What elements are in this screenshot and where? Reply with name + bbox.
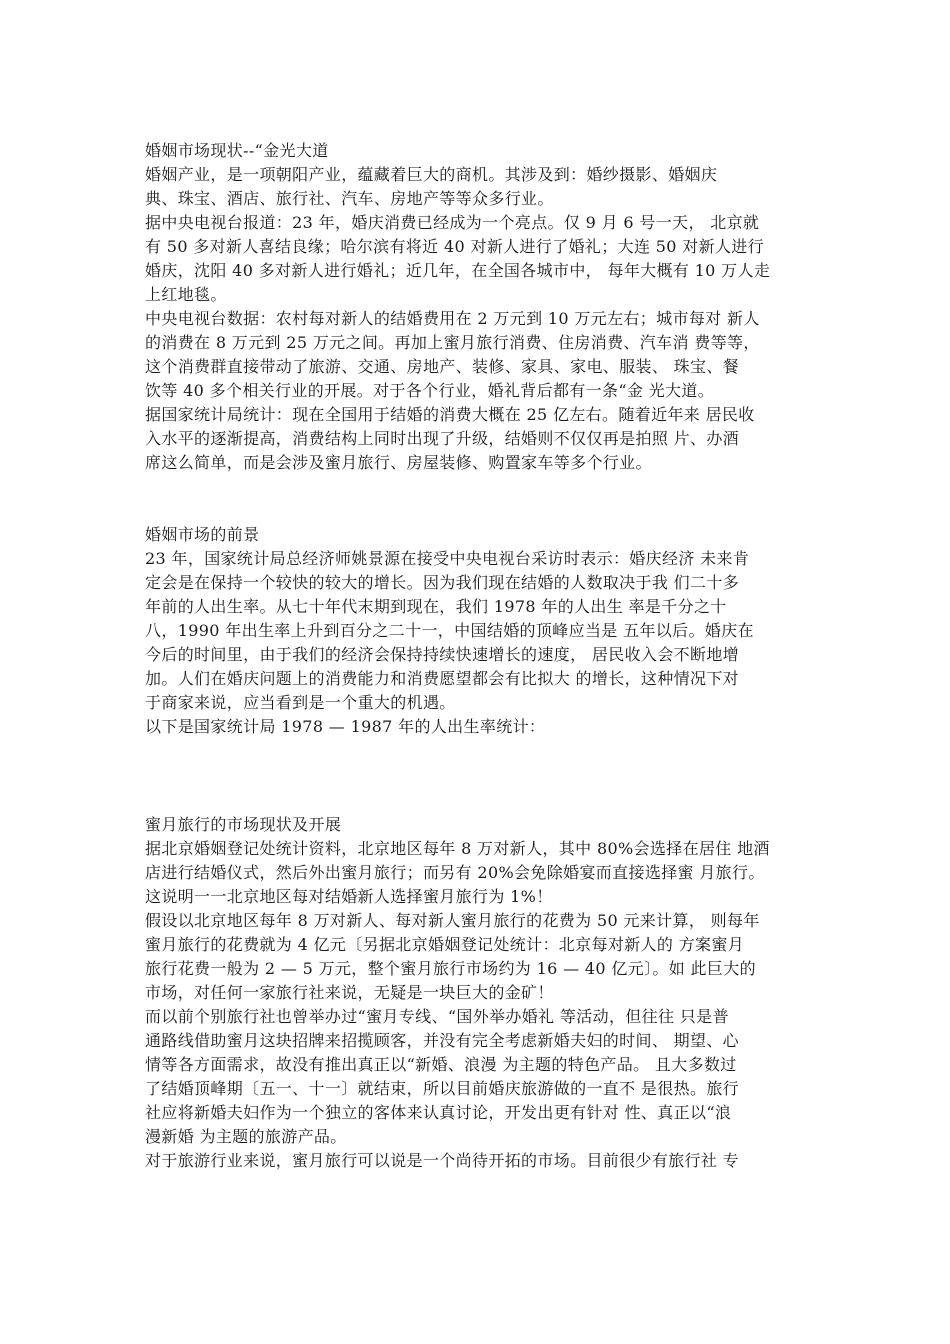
document-page (145, 139, 825, 1173)
section-spacer (145, 475, 825, 523)
section-title: 蜜月旅行的市场现状及开展 (145, 815, 342, 834)
text-line: 社应将新婚夫妇作为一个独立的客体来认真讨论，开发出更有针对 性、真正以“浪 (145, 1103, 732, 1122)
text-line: 年前的人出生率。从七十年代末期到现在，我们 1978 年的人出生 率是千分之十 (145, 597, 727, 616)
section-title: 婚姻市场的前景 (145, 525, 260, 544)
text-line: 于商家来说，应当看到是一个重大的机遇。 (145, 693, 456, 712)
section-current-status (145, 139, 825, 475)
section-spacer (145, 739, 825, 813)
text-line: 了结婚顶峰期〔五一、十一〕就结束，所以目前婚庆旅游做的一直不 是很热。旅行 (145, 1079, 740, 1098)
text-line: 旅行花费一般为 2 — 5 万元，整个蜜月旅行市场约为 16 — 40 亿元〕。如 此巨大的 (145, 959, 756, 978)
text-line: 23 年，国家统计局总经济师姚景源在接受中央电视台采访时表示：婚庆经济 未来肯 (145, 549, 750, 568)
text-line: 今后的时间里，由于我们的经济会保持持续快速增长的速度， 居民收入会不断地增 (145, 645, 740, 664)
text-line: 据国家统计局统计：现在全国用于结婚的消费大概在 25 亿左右。随着近年来 居民收 (145, 405, 755, 424)
text-line: 通路线借助蜜月这块招牌来招揽顾客，并没有完全考虑新婚夫妇的时间、 期望、心 (145, 1031, 740, 1050)
text-line: 蜜月旅行的花费就为 4 亿元〔另据北京婚姻登记处统计：北京每对新人的 方案蜜月 (145, 935, 745, 954)
text-line: 这个消费群直接带动了旅游、交通、房地产、装修、家具、家电、服装、 珠宝、餐 (145, 357, 740, 376)
text-line: 以下是国家统计局 1978 — 1987 年的人出生率统计： (145, 717, 546, 736)
text-line: 而以前个别旅行社也曾举办过“蜜月专线、“国外举办婚礼 等活动，但往往 只是普 (145, 1007, 729, 1026)
text-line: 加。人们在婚庆问题上的消费能力和消费愿望都会有比拟大 的增长，这种情况下对 (145, 669, 740, 688)
section-title: 婚姻市场现状--“金光大道 (145, 141, 329, 160)
text-line: 的消费在 8 万元到 25 万元之间。再加上蜜月旅行消费、住房消费、汽车消 费等等， (145, 333, 760, 352)
text-line: 席这么简单，而是会涉及蜜月旅行、房屋装修、购置家车等多个行业。 (145, 453, 652, 472)
text-line: 漫新婚 为主题的旅游产品。 (145, 1127, 347, 1146)
text-line: 假设以北京地区每年 8 万对新人、每对新人蜜月旅行的花费为 50 元来计算， 则每年 (145, 911, 760, 930)
text-line: 饮等 40 多个相关行业的开展。对于各个行业，婚礼背后都有一条“金 光大道。 (145, 381, 715, 400)
text-line: 据中央电视台报道：23 年，婚庆消费已经成为一个亮点。仅 9 月 6 号一天， 北京就 (145, 213, 760, 232)
text-line: 婚庆，沈阳 40 多对新人进行婚礼；近几年，在全国各城市中， 每年大概有 10 万人走 (145, 261, 771, 280)
text-line: 上红地毯。 (145, 285, 227, 304)
section-honeymoon (145, 813, 825, 1173)
text-line: 店进行结婚仪式，然后外出蜜月旅行；而另有 20%会免除婚宴而直接选择蜜 月旅行。 (145, 863, 765, 882)
text-line: 市场，对任何一家旅行社来说，无疑是一块巨大的金矿！ (145, 983, 554, 1002)
text-line: 定会是在保持一个较快的较大的增长。因为我们现在结婚的人数取决于我 们二十多 (145, 573, 740, 592)
text-line: 婚姻产业，是一项朝阳产业，蕴藏着巨大的商机。其涉及到：婚纱摄影、婚姻庆 (145, 165, 718, 184)
text-line: 这说明一一北京地区每对结婚新人选择蜜月旅行为 1%！ (145, 887, 553, 906)
text-line: 对于旅游行业来说，蜜月旅行可以说是一个尚待开拓的市场。目前很少有旅行社 专 (145, 1151, 740, 1170)
text-line: 入水平的逐渐提高，消费结构上同时出现了升级，结婚则不仅仅再是拍照 片、办酒 (145, 429, 740, 448)
text-line: 中央电视台数据：农村每对新人的结婚费用在 2 万元到 10 万元左右；城市每对 新人 (145, 309, 760, 328)
section-prospects (145, 523, 825, 739)
text-line: 八，1990 年出生率上升到百分之二十一，中国结婚的顶峰应当是 五年以后。婚庆在 (145, 621, 754, 640)
text-line: 情等各方面需求，故没有推出真正以“新婚、浪漫 为主题的特色产品。 且大多数过 (145, 1055, 737, 1074)
text-line: 据北京婚姻登记处统计资料，北京地区每年 8 万对新人，其中 80%会选择在居住 地酒 (145, 839, 770, 858)
text-line: 有 50 多对新人喜结良缘；哈尔滨有将近 40 对新人进行了婚礼；大连 50 对新人进行 (145, 237, 764, 256)
text-line: 典、珠宝、酒店、旅行社、汽车、房地产等等众多行业。 (145, 189, 554, 208)
